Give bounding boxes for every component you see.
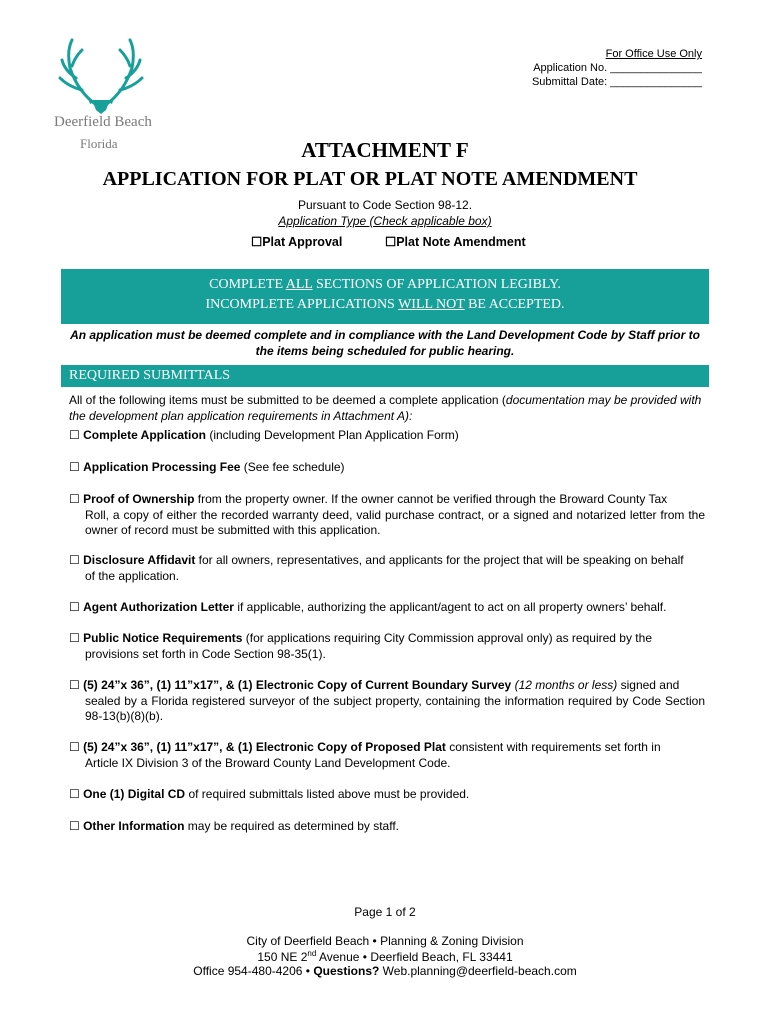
logo-state-name: Florida — [80, 136, 118, 151]
item-boundary-survey[interactable]: ☐ (5) 24”x 36”, (1) 11”x17”, & (1) Electronic Copy of Current Boundary Survey (12 months or less) signed and sealed by a Florida registered surveyor of the subject property, containing the information required by Code Section 98-13(b)(8)(b). — [69, 678, 705, 723]
submittal-date-field: Submittal Date: _______________ — [531, 76, 702, 88]
item-agent-authorization[interactable]: ☐ Agent Authorization Letter if applicable, authorizing the applicant/agent to act on all property owners’ behalf. — [69, 600, 667, 614]
item-public-notice[interactable]: ☐ Public Notice Requirements (for applications requiring City Commission approval only) as required by the provisions set forth in Code Section 98-35(1). — [69, 631, 652, 661]
footer-address: 150 NE 2nd Avenue • Deerfield Beach, FL 33441 — [257, 949, 513, 964]
application-type-label: Application Type (Check applicable box) — [278, 214, 492, 228]
office-use-block — [522, 47, 702, 89]
required-submittals-header: REQUIRED SUBMITTALS — [61, 365, 709, 387]
page-number: Page 1 of 2 — [354, 905, 416, 919]
banner-line-2: INCOMPLETE APPLICATIONS WILL NOT BE ACCEPTED. — [205, 297, 565, 312]
code-reference — [0, 197, 770, 229]
item-disclosure-affidavit[interactable]: ☐ Disclosure Affidavit for all owners, representatives, and applicants for the project that will be speaking on behalf of the application. — [69, 553, 684, 583]
banner-line-1: COMPLETE ALL SECTIONS OF APPLICATION LEGIBLY. — [209, 277, 561, 292]
item-proof-of-ownership[interactable]: ☐ Proof of Ownership from the property owner. If the owner cannot be verified through the Broward County Tax Roll, a copy of either the recorded warranty deed, valid purchase contract, or a signed and notarized letter from the owner of record must be submitted with this application. — [69, 492, 705, 537]
footer-contact: Office 954-480-4206 • Questions? Web.planning@deerfield-beach.com — [193, 964, 577, 978]
item-digital-cd[interactable]: ☐ One (1) Digital CD of required submittals listed above must be provided. — [69, 787, 470, 801]
item-proposed-plat[interactable]: ☐ (5) 24”x 36”, (1) 11”x17”, & (1) Electronic Copy of Proposed Plat consistent with requirements set forth in Article IX Division 3 of the Broward County Land Development Code. — [69, 740, 661, 770]
pursuant-text: Pursuant to Code Section 98-12. — [297, 198, 473, 212]
application-title: APPLICATION FOR PLAT OR PLAT NOTE AMENDMENT — [102, 168, 638, 190]
item-complete-application[interactable]: ☐ Complete Application (including Development Plan Application Form) — [69, 428, 459, 442]
submittals-intro: All of the following items must be submitted to be deemed a complete application (documentation may be provided with the development plan application requirements in Attachment A): — [69, 393, 702, 423]
logo-city-name: Deerfield Beach — [54, 114, 152, 130]
footer-division: City of Deerfield Beach • Planning & Zoning Division — [246, 934, 524, 948]
plat-note-amendment-checkbox[interactable]: ☐Plat Note Amendment — [385, 235, 526, 249]
application-number-field: Application No. _______________ — [533, 62, 702, 74]
deemed-complete-notice: An application must be deemed complete and in compliance with the Land Development Code by Staff prior to the items being scheduled for public hearing. — [70, 328, 700, 358]
office-use-title: For Office Use Only — [605, 48, 702, 60]
attachment-title: ATTACHMENT F — [301, 138, 469, 162]
plat-approval-checkbox[interactable]: ☐Plat Approval — [251, 235, 343, 249]
item-processing-fee[interactable]: ☐ Application Processing Fee (See fee schedule) — [69, 460, 345, 474]
item-other-information[interactable]: ☐ Other Information may be required as determined by staff. — [69, 819, 399, 833]
completion-notice-banner — [61, 269, 709, 324]
